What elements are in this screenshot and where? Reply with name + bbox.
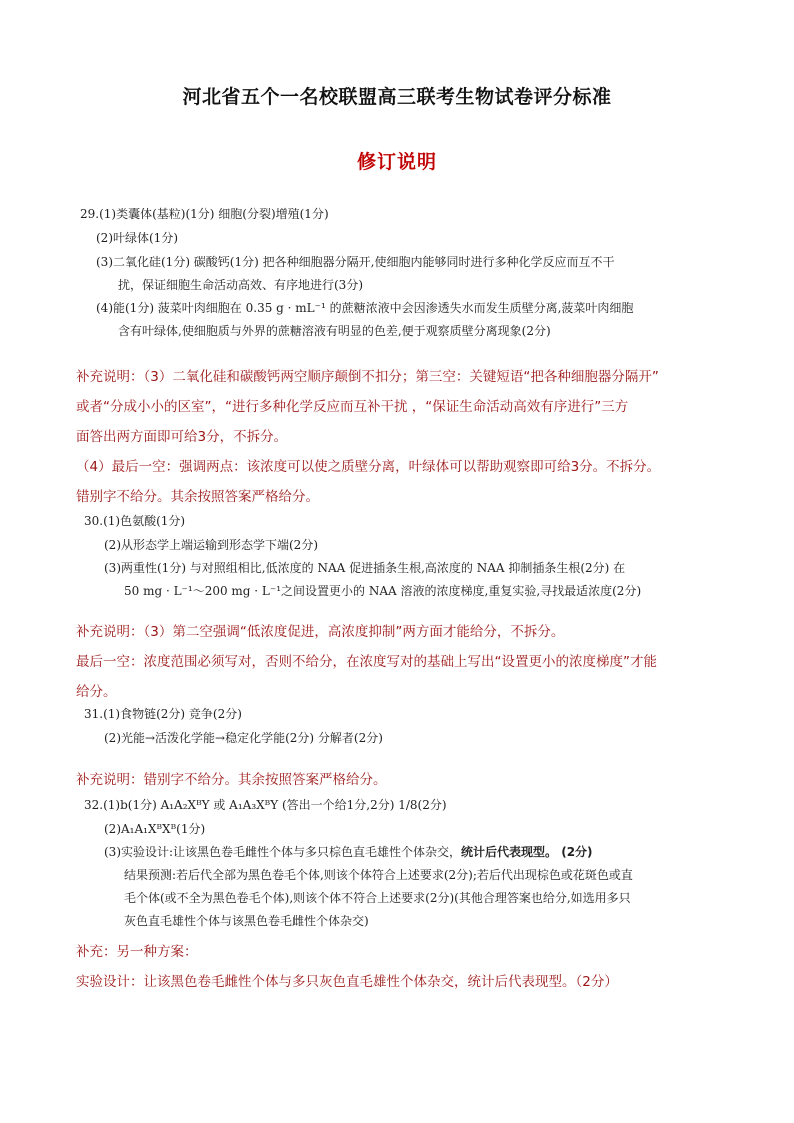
supplementary-note-30	[76, 617, 726, 707]
answer-line: 29.(1)类囊体(基粒)(1分) 细胞(分裂)增殖(1分)	[80, 207, 329, 221]
answer-line: 50 mg · L⁻¹～200 mg · L⁻¹之间设置更小的 NAA 溶液的浓度梯度,重复实验,寻找最适浓度(2分)	[124, 584, 642, 598]
note-line: 补充说明：错别字不给分。其余按照答案严格给分。	[76, 772, 387, 788]
supplementary-note-32	[76, 937, 726, 997]
note-line: 给分。	[76, 684, 117, 700]
answer-line: (3)二氧化硅(1分) 碳酸钙(1分) 把各种细胞器分隔开,使细胞内能够同时进行多种化学反应而互不干	[96, 255, 615, 269]
document-subtitle: 修订说明	[356, 151, 437, 173]
answer-line	[104, 841, 593, 864]
answer-text: (3)实验设计:让该黑色卷毛雌性个体与多只棕色直毛雄性个体杂交，	[104, 845, 462, 859]
answer-line: (4)能(1分) 菠菜叶肉细胞在 0.35 g · mL⁻¹ 的蔗糖浓液中会因渗透失水而发生质壁分离,菠菜叶肉细胞	[96, 301, 634, 315]
answer-line: 毛个体(或不全为黑色卷毛个体),则该个体不符合上述要求(2分)(其他合理答案也给分,如选用多只	[124, 891, 631, 905]
note-line: 补充说明：（3）二氧化硅和碳酸钙两空顺序颠倒不扣分；第三空：关键短语“把各种细胞器分隔开”	[76, 369, 659, 385]
note-line: 补充：另一种方案：	[76, 944, 198, 960]
note-line: 最后一空：浓度范围必须写对，否则不给分，在浓度写对的基础上写出“设置更小的浓度梯度”才能	[76, 654, 657, 670]
answer-line: (2)从形态学上端运输到形态学下端(2分)	[104, 538, 318, 552]
note-line: 实验设计：让该黑色卷毛雌性个体与多只灰色直毛雄性个体杂交，统计后代表现型。（2分）	[76, 974, 618, 990]
answer-line: 扰，保证细胞生命活动高效、有序地进行(3分)	[118, 278, 363, 292]
note-line: 补充说明：（3）第二空强调“低浓度促进，高浓度抑制”两方面才能给分，不拆分。	[76, 624, 565, 640]
answer-line: 31.(1)食物链(2分) 竞争(2分)	[84, 707, 242, 721]
note-line: 错别字不给分。其余按照答案严格给分。	[76, 489, 319, 505]
answer-line: 30.(1)色氨酸(1分)	[84, 514, 186, 528]
document-title: 河北省五个一名校联盟高三联考生物试卷评分标准	[182, 86, 612, 108]
answer-line: 含有叶绿体,使细胞质与外界的蔗糖溶液有明显的色差,便于观察质壁分离现象(2分)	[118, 324, 551, 338]
note-line: （4）最后一空：强调两点：该浓度可以使之质壁分离，叶绿体可以帮助观察即可给3分。不拆分。	[76, 459, 661, 475]
note-line: 面答出两方面即可给3分，不拆分。	[76, 429, 288, 445]
note-line: 或者“分成小小的区室”，“进行多种化学反应而互补干扰 ，“保证生命活动高效有序进行”三方	[76, 399, 629, 415]
answer-text-bold: 统计后代表现型。 (2分)	[461, 845, 593, 859]
supplementary-note-31	[76, 765, 726, 795]
answer-line: 结果预测:若后代全部为黑色卷毛个体,则该个体符合上述要求(2分);若后代出现棕色或花斑色或直	[124, 868, 633, 882]
supplementary-note-29	[76, 362, 726, 512]
answer-line: (2)光能→活泼化学能→稳定化学能(2分) 分解者(2分)	[104, 731, 383, 745]
answer-line: (3)两重性(1分) 与对照组相比,低浓度的 NAA 促进插条生根,高浓度的 NAA 抑制插条生根(2分) 在	[104, 561, 626, 575]
answer-line: (2)A₁A₁XᴮXᴮ(1分)	[104, 822, 206, 836]
answer-line: 灰色直毛雄性个体与该黑色卷毛雌性个体杂交)	[124, 914, 369, 928]
answer-line: 32.(1)b(1分) A₁A₂XᴮY 或 A₁A₃XᴮY (答出一个给1分,2分) 1/8(2分)	[84, 798, 447, 812]
answer-line: (2)叶绿体(1分)	[96, 231, 178, 245]
